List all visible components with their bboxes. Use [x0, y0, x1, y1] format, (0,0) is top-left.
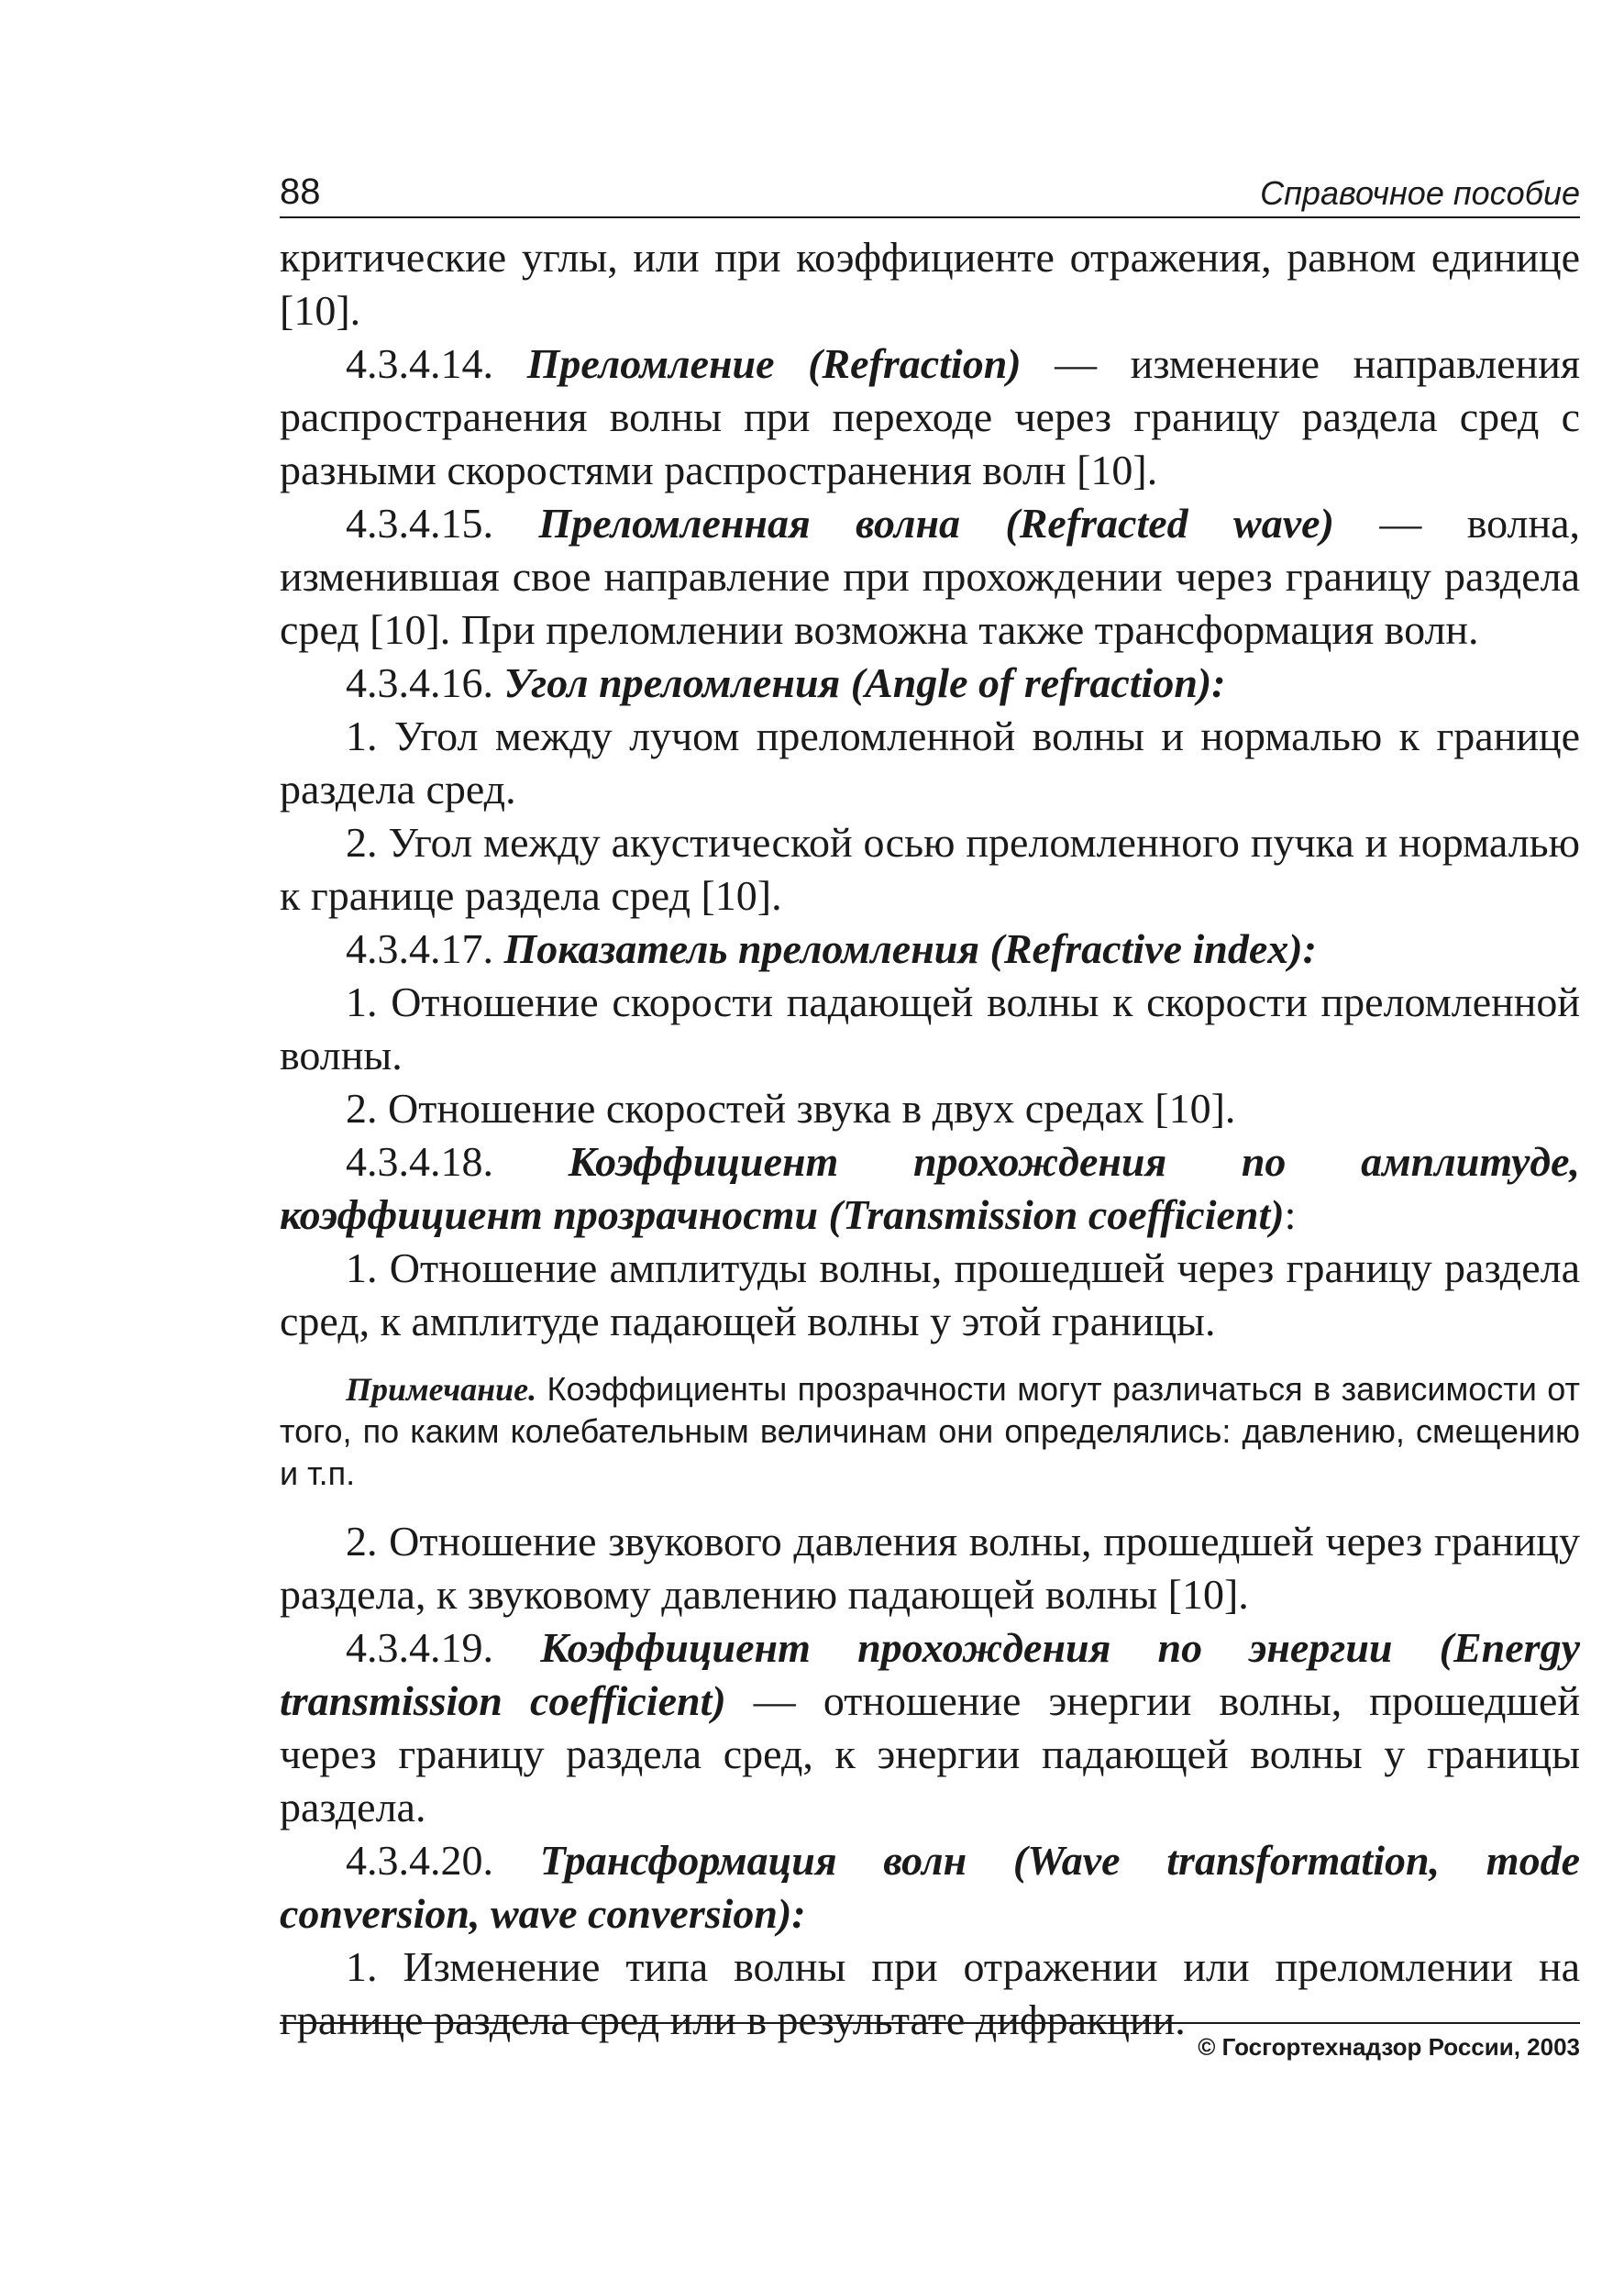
definition-text: — волна, изменившая свое направление при прохождении через границу раздела сред [10]. При преломлении возможна также трансформация волн. [280, 500, 1581, 653]
term: Показатель преломления (Refractive index): [503, 925, 1317, 972]
definition-text: : [1284, 1191, 1297, 1238]
list-item: 2. Угол между акустической осью преломленного пучка и нормалью к границе раздела сред [10]. [280, 819, 1580, 919]
definition-energy-transmission [280, 1621, 1580, 1834]
list-item: 1. Отношение скорости падающей волны к скорости преломленной волны. [280, 979, 1580, 1078]
page-footer [280, 2022, 1580, 2062]
definition-refraction [280, 337, 1580, 497]
definition-angle-of-refraction [280, 657, 1580, 710]
note-text: Коэффициенты прозрачности могут различаться в зависимости от того, по каким колебательным величинам они определялись: давлению, смещению и т.п. [280, 1370, 1580, 1492]
item-number: 4.3.4.18. [346, 1138, 569, 1185]
note-label: Примечание. [346, 1371, 537, 1408]
page-content [280, 231, 1580, 2047]
term: Преломленная волна (Refracted wave) [538, 500, 1334, 547]
definition-wave-transformation [280, 1834, 1580, 1941]
list-item: 2. Отношение звукового давления волны, прошедшей через границу раздела, к звуковому давлению падающей волны [10]. [280, 1518, 1580, 1618]
page-number: 88 [280, 171, 321, 212]
list-item: 1. Отношение амплитуды волны, прошедшей через границу раздела сред, к амплитуде падающей волны у этой границы. [280, 1244, 1580, 1344]
term: Угол преломления (Angle of refraction): [503, 659, 1226, 706]
list-item: 1. Изменение типа волны при отражении или преломлении на границе раздела сред или в результате дифракции. [280, 1943, 1580, 2043]
copyright: © Госгортехнадзор России, 2003 [1198, 2033, 1580, 2061]
definition-text: — отношение энергии волны, прошедшей через границу раздела сред, к энергии падающей волны у границы раздела. [280, 1677, 1581, 1830]
item-number: 4.3.4.19. [346, 1624, 541, 1671]
definition-refractive-index [280, 923, 1580, 976]
definition-transmission-coefficient [280, 1135, 1580, 1242]
term: Коэффициент прохождения по энергии (Energy transmission coefficient) [280, 1624, 1580, 1724]
term: Трансформация волн (Wave transformation, mode conversion, wave conversion): [280, 1837, 1580, 1937]
definition-text: — изменение направления распространения волны при переходе через границу раздела сред с разными скоростями распространения волн [10]. [280, 340, 1580, 493]
running-title: Справочное пособие [1260, 174, 1580, 212]
item-number: 4.3.4.16. [346, 659, 504, 706]
note [280, 1368, 1580, 1495]
paragraph-continuation: критические углы, или при коэффициенте отражения, равном единице [10]. [280, 234, 1580, 334]
item-number: 4.3.4.17. [346, 925, 504, 972]
item-number: 4.3.4.20. [346, 1837, 540, 1884]
item-number: 4.3.4.15. [346, 500, 539, 547]
list-item: 1. Угол между лучом преломленной волны и нормалью к границе раздела сред. [280, 713, 1580, 813]
item-number: 4.3.4.14. [346, 340, 527, 387]
term: Коэффициент прохождения по амплитуде, коэффициент прозрачности (Transmission coefficient) [280, 1138, 1581, 1238]
page-header [280, 165, 1580, 218]
document-page [280, 165, 1580, 2137]
definition-refracted-wave [280, 497, 1580, 657]
term: Преломление (Refraction) [526, 340, 1022, 387]
list-item: 2. Отношение скоростей звука в двух средах [10]. [346, 1085, 1236, 1132]
